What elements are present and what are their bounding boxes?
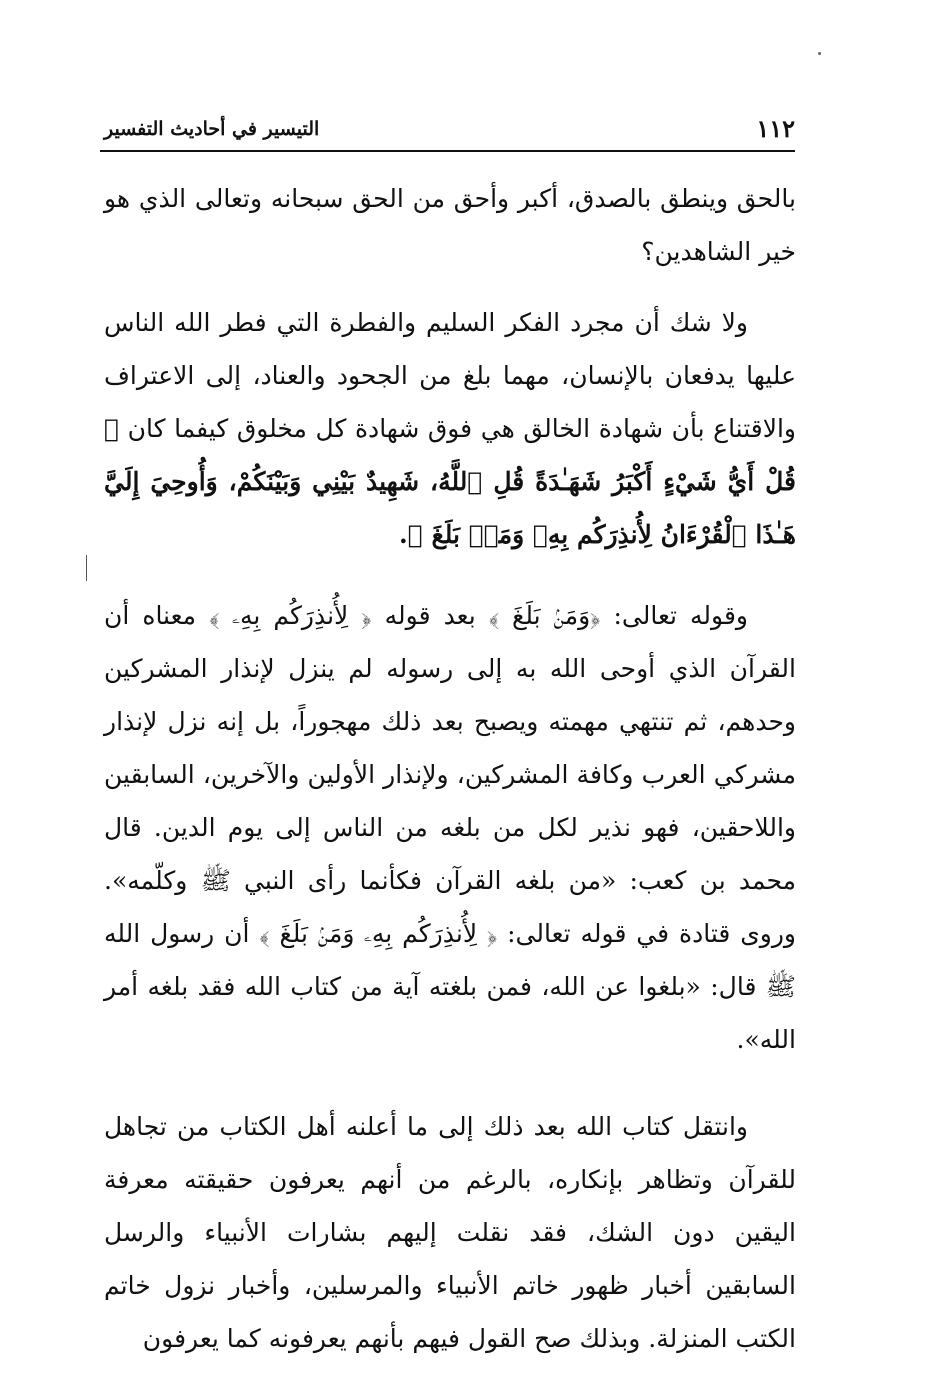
quran-verse: ﴿ قُلْ أَيُّ شَيْءٍ أَكْبَرُ شَهَـٰدَةً قُلِ ٱللَّهُ، شَهِيدٌ بَيْنِي وَبَيْنَكُمْ، وَأُوحِيَ إِلَيَّ هَـٰذَا ٱلْقُرْءَانُ لِأُنذِرَكُم بِهِۦ وَمَنۢ بَلَغَ ﴾.	[104, 414, 796, 549]
header-rule	[100, 150, 795, 152]
paragraph-3: وقوله تعالى: ﴿وَمَنۢ بَلَغَ ﴾ بعد قوله ﴿ لِأُنذِرَكُم بِهِۦ ﴾ معناه أن القرآن الذي أوحى الله به إلى رسوله لم ينزل لإنذار المشركين وحدهم، ثم تنتهي مهمته ويصبح بعد ذلك مهجوراً، بل إنه نزل لإنذار مشركي العرب وكافة المشركين، ولإنذار الأولين والآخرين، السابقين واللاحقين، فهو نذير لكل من بلغه من الناس إلى يوم الدين. قال محمد بن كعب: «من بلغه القرآن فكأنما رأى النبي ﷺ وكلّمه». وروى قتادة في قوله تعالى: ﴿ لِأُنذِرَكُم بِهِۦ وَمَنۢ بَلَغَ ﴾ أن رسول الله ﷺ قال: «بلغوا عن الله، فمن بلغته آية من كتاب الله فقد بلغه أمر الله».	[104, 601, 796, 1054]
margin-mark	[86, 555, 87, 581]
body-text	[104, 172, 796, 1365]
paragraph-1: بالحق وينطق بالصدق، أكبر وأحق من الحق سبحانه وتعالى الذي هو خير الشاهدين؟	[104, 184, 796, 266]
paragraph-2-text: ولا شك أن مجرد الفكر السليم والفطرة التي فطر الله الناس عليها يدفعان بالإنسان، مهما بلغ من الجحود والعناد، إلى الاعتراف والاقتناع بأن شهادة الخالق هي فوق شهادة كل مخلوق كيفما كان	[104, 308, 796, 443]
speck-mark	[818, 52, 821, 55]
running-title: التيسير في أحاديث التفسير	[104, 118, 320, 140]
paragraph-2	[104, 296, 796, 561]
page-header	[100, 110, 795, 152]
page-number: ١١٢	[756, 114, 795, 143]
paragraph-4: وانتقل كتاب الله بعد ذلك إلى ما أعلنه أهل الكتاب من تجاهل للقرآن وتظاهر بإنكاره، بالرغم من أنهم يعرفون حقيقته معرفة اليقين دون الشك، فقد نقلت إليهم بشارات الأنبياء والرسل السابقين أخبار ظهور خاتم الأنبياء والمرسلين، وأخبار نزول خاتم الكتب المنزلة. وبذلك صح القول فيهم بأنهم يعرفونه كما يعرفون	[104, 1112, 796, 1353]
